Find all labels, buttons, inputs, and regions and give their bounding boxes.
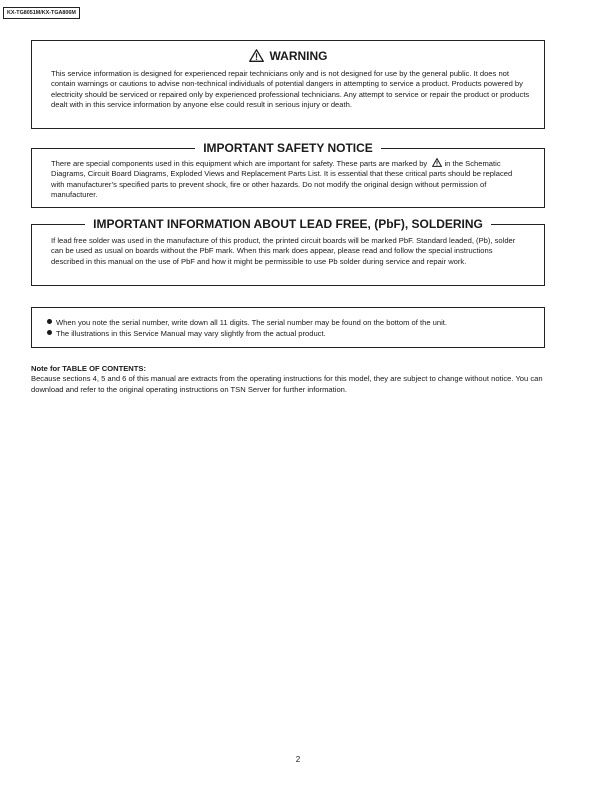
toc-text: Because sections 4, 5 and 6 of this manual are extracts from the operating instructions for this model, they are subject to change without notice. You can download and refer to the original operating instructions on TSN Server for further information. xyxy=(31,374,543,394)
lead-free-text: If lead free solder was used in the manufacture of this product, the printed circuit boards will be marked PbF. Standard leaded, (Pb), solder can be used as usual on boards without the PbF mark. When this mark does appear, please read and follow the special instructions described in this manual on the use of PbF and how it might be permissible to use Pb solder during service and repair work. xyxy=(51,236,516,266)
page-number: 2 xyxy=(295,755,301,764)
toc-heading: Note for TABLE OF CONTENTS: xyxy=(31,364,147,373)
safety-text xyxy=(51,158,521,201)
safety-mark-icon xyxy=(432,158,442,167)
note-text: The illustrations in this Service Manual may vary slightly from the actual product. xyxy=(56,329,326,338)
notes-box xyxy=(31,307,545,348)
notes-list xyxy=(47,317,447,339)
safety-text-part1: There are special components used in this equipment which are important for safety. These parts are marked by xyxy=(51,159,428,168)
warning-title: WARNING xyxy=(269,48,328,63)
model-number-tag: KX-TG8051M/KX-TGA806M xyxy=(3,7,80,19)
warning-box xyxy=(31,40,545,129)
safety-text-part2: in the Schematic Diagrams, Circuit Board Diagrams, Exploded Views and Replacement Parts List. It is essential that these critical parts should be replaced with manufacturer’s specified parts to prevent shock, fire or other hazards. Do not modify the original design without permission of manufacturer. xyxy=(51,159,513,200)
warning-text: This service information is designed for experienced repair technicians only and is not designed for use by the general public. It does not contain warnings or cautions to advise non-technical individuals of potential dangers in attempting to service a product. Products powered by electricity should be serviced or repaired only by experienced professional technicians. Any attempt to service or repair the product or products dealt with in this service information by anyone else could result in serious injury or death. xyxy=(51,69,530,110)
list-item xyxy=(47,317,447,328)
warning-triangle-icon xyxy=(249,49,264,62)
safety-title: IMPORTANT SAFETY NOTICE xyxy=(195,141,381,155)
bullet-icon xyxy=(47,330,52,335)
lead-free-box xyxy=(31,217,545,286)
safety-notice-box xyxy=(31,141,545,208)
safety-title-row xyxy=(32,141,544,155)
lead-title-row xyxy=(32,217,544,231)
bullet-icon xyxy=(47,319,52,324)
warning-title-row xyxy=(32,48,544,63)
lead-free-title: IMPORTANT INFORMATION ABOUT LEAD FREE, (PbF), SOLDERING xyxy=(85,217,491,231)
note-text: When you note the serial number, write down all 11 digits. The serial number may be found on the bottom of the unit. xyxy=(56,318,448,327)
list-item xyxy=(47,328,447,339)
toc-note xyxy=(31,364,561,395)
